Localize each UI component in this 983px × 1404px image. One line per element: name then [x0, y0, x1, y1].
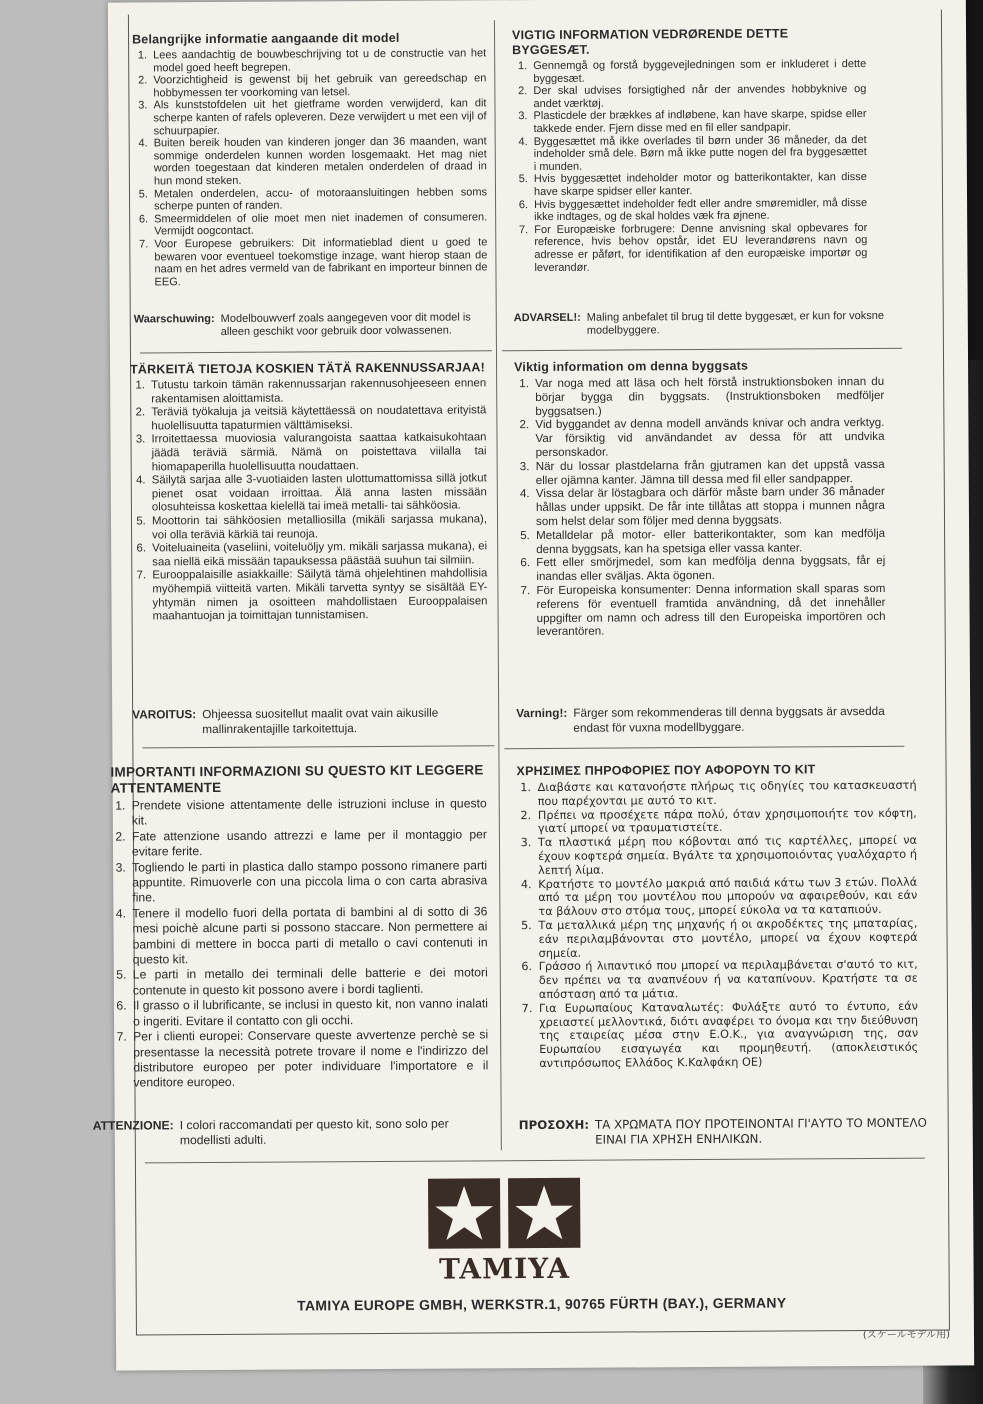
list-item: 5. Metalen onderdelen, accu- of motoraansluitingen hebben soms scherpe punten of randen.: [151, 186, 487, 213]
warning-label: Varning!:: [516, 705, 568, 721]
list-item: 3. Togliendo le parti in plastica dallo stampo possono rimanere parti appuntite. Rimuoverle con una piccola lima o con carta abrasiva fine.: [129, 858, 487, 906]
list-item: 6. Γράσσο ή λιπαντικό που μπορεί να περιλαμβάνεται σ'αυτό το κιτ, δεν πρέπει να τα αναπνέουν ή να καταπίνουν. Κρατήστε τα σε απόσταση από τα μάτια.: [536, 958, 918, 1002]
list-item: 7. Eurooppalaisille asiakkaille: Säilytä tämä ohjelehtinen mahdollisia myöhempiä viitteitä varten. Mikäli tarvetta syntyy se sisältää EY-yhtymän nimen ja osoitteen mahdollistaen Eurooppalaisen maahantuojan ja toimittajan tunnistamisen.: [149, 568, 487, 624]
list-item: 7. Voor Europese gebruikers: Dit informatieblad dient u goed te bewaren voor eventueel toekomstige inzage, want hierop staan de naam en het adres vermeld van de fabrikant en importeur binnen de EEG.: [151, 236, 487, 288]
warning-text: Färger som rekommenderas till denna byggsats är avsedda endast för vuxna modellbyggare.: [573, 703, 885, 735]
list-item: 5. Hvis byggesættet indeholder motor og batterikontakter, kan disse have skarpe spidser eller kanter.: [531, 171, 867, 198]
info-list: [132, 47, 487, 288]
section-title: IMPORTANTI INFORMAZIONI SU QUESTO KIT LEGGERE ATTENTAMENTE: [110, 762, 484, 796]
info-list: [517, 779, 919, 1071]
list-item: 7. Per i clienti europei: Conservare queste avvertenze perchè se si presentasse la necessità potrete trovare il nome e l'indirizzo del distributore europeo per poter individuare l'importatore e il venditore europeo.: [130, 1027, 488, 1091]
list-item: 4. Tenere il modello fuori della portata di bambini al di sotto di 36 mesi poichè alcune parti si possono staccare. Non permettere ai bambini di mettere in bocca parti di metallo o cavi contenuti in questo kit.: [129, 904, 487, 968]
star-icon: [428, 1178, 500, 1248]
section-title: Viktig information om denna byggsats: [514, 358, 749, 375]
warning-text: I colori raccomandati per questo kit, sono solo per modellisti adulti.: [179, 1116, 449, 1148]
warning-label: ATTENZIONE:: [92, 1118, 174, 1133]
warning-finnish: [132, 705, 492, 737]
list-item: 2. Vid byggandet av denna modell används knivar och andra verktyg. Var försiktig vid användandet av dessa för att undvika personskador.: [532, 416, 884, 460]
section-title: VIGTIG INFORMATION VEDRØRENDE DETTE BYGGESÆT.: [511, 26, 789, 58]
list-item: 3. Plasticdele der brækkes af indløbene, kan have skarpe, spidse eller takkede ender. Fjern disse med en fil eller sandpapir.: [530, 108, 866, 135]
list-item: 1. Gennemgå og forstå byggevejledningen som er inkluderet i dette byggesæt.: [530, 58, 866, 85]
list-item: 6. Il grasso o il lubrificante, se inclusi in questo kit, non vanno inalati o ingeriti. Evitare il contatto con gli occhi.: [130, 997, 488, 1030]
list-item: 4. Κρατήστε το μοντέλο μακριά από παιδιά κάτω των 3 ετών. Πολλά από τα μέρη του μοντέλου που μπορούν να αφαιρεθούν, και εάν τα βάλουν στο στόμα τους, μπορεί εύκολα να τα καταπιούν.: [535, 875, 917, 919]
list-item: 3. Τα πλαστικά μέρη που κόβονται από τις καρτέλλες, μπορεί να έχουν κοφτερά σημεία. Βγάλτε τα χρησιμοποιόντας γυαλόχαρτο ή λεπτή λίμα.: [535, 834, 917, 878]
warning-italian: [93, 1116, 493, 1148]
list-item: 6. Hvis byggesættet indeholder fedt eller andre smøremidler, må disse ikke indtages, og de skal holdes væk fra øjnene.: [531, 197, 867, 224]
list-item: 4. Vissa delar är löstagbara och därför måste barn under 36 månader hållas under uppsikt. De får inte tillåtas att stoppa i munnen några som helst delar som följer med denna byggsats.: [533, 485, 885, 529]
warning-label: ΠΡΟΣΟΧΗ:: [518, 1117, 590, 1133]
list-item: 1. Διαβάστε και κατανοήστε πλήρως τις οδηγίες του κατασκευαστή που παρέχονται με αυτό το κιτ.: [535, 779, 917, 809]
list-item: 2. Πρέπει να προσέχετε πάρα πολύ, όταν χρησιμοποιήτε τον κόφτη, γιατί μπορεί να τραυματιστείτε.: [535, 806, 917, 836]
warning-text: Maling anbefalet til brug til dette byggesæt, er kun for voksne modelbyggere.: [586, 309, 884, 337]
warning-label: ADVARSEL!:: [513, 311, 581, 325]
section-dutch: [132, 30, 488, 288]
list-item: 5. Τα μεταλλικά μέρη της μηχανής ή οι ακροδέκτες της μπαταρίας, εάν περιλαμβάνονται στο μοντέλο, μπορεί να έχουν κοφτερά σημεία.: [535, 917, 917, 961]
warning-text: Ohjeessa suositellut maalit ovat vain aikusille mallinrakentajille tarkoitettuja.: [202, 705, 439, 737]
list-item: 6. Voiteluaineita (vaseliini, voiteluöljy ym. mikäli sarjassa mukana), ei saa niellä eikä missään tapauksessa päästää suuhun tai silmiin.: [149, 540, 487, 569]
info-list: [514, 375, 886, 639]
info-list: [512, 58, 867, 274]
warning-swedish: [516, 704, 906, 736]
section-title: TÄRKEITÄ TIETOJA KOSKIEN TÄTÄ RAKENNUSSARJAA!: [130, 360, 485, 377]
list-item: 3. Irroitettaessa muoviosia valurangoista saattaa katkaisukohtaan jäädä teräviä särmiä. Nämä on poistettava viilalla tai hiomapaperilla huolellisuutta noudattaen.: [148, 432, 486, 475]
company-address: TAMIYA EUROPE GMBH, WERKSTR.1, 90765 FÜRTH (BAY.), GERMANY: [297, 1294, 787, 1314]
list-item: 5. Le parti in metallo dei terminali delle batterie e dei motori contenute in questo kit possono avere i bordi taglienti.: [130, 966, 488, 999]
list-item: 1. Prendete visione attentamente delle istruzioni incluse in questo kit.: [129, 796, 487, 829]
star-icon: [508, 1178, 580, 1248]
list-item: 4. Säilytä sarjaa alle 3-vuotiaiden lasten ulottumattomissa sillä jotkut pienet osat voidaan irroittaa. Älä anna lasten missään olosuhteissa koskettaa kielellä tai imeä metalli- tai sähköosia.: [149, 472, 487, 515]
warning-greek: [519, 1116, 929, 1149]
warning-text: ΤΑ ΧΡΩΜΑΤΑ ΠΟΥ ΠΡΟΤΕΙΝΟΝΤΑΙ ΓΙ'ΑΥΤΟ ΤΟ ΜΟΝΤΕΛΟ ΕΙΝΑΙ ΓΙΑ ΧΡΗΣΗ ΕΝΗΛΙΚΩΝ.: [594, 1115, 927, 1147]
warning-danish: [514, 310, 888, 338]
list-item: 4. Buiten bereik houden van kinderen jonger dan 36 maanden, want sommige onderdelen kunnen worden losgemaakt. Het mag niet worden toegestaan dat kinderen metalen onderdelen of draad in hun mond steken.: [151, 135, 487, 187]
section-title: Belangrijke informatie aangaande dit model: [132, 30, 400, 47]
section-greek: [516, 762, 918, 1071]
list-item: 6. Fett eller smörjmedel, som kan medfölja denna byggsats, får ej inandas eller sväljas. Akta ögonen.: [533, 554, 885, 584]
list-item: 7. Για Ευρωπαίους Καταναλωτές: Φυλάξτε αυτό το έντυπο, εάν χρειαστεί μελλοντικά, διότι αναφέρει το όνομα και την διεύθυνση της εταιρείας μέσα στην Ε.Ο.Κ., για αναγνώριση της, σαν Ευρωπαίου εισαγωγέα και προμηθευτή. (αποκλειστικός αντιπρόσωπος Ελλάδος Κ.Καλφάκη ΟΕ): [536, 999, 918, 1070]
warning-label: Waarschuwing:: [133, 312, 215, 326]
section-title: ΧΡΗΣΙΜΕΣ ΠΗΡΟΦΟΡΙΕΣ ΠΟΥ ΑΦΟΡΟΥΝ ΤΟ ΚΙΤ: [516, 762, 816, 779]
section-swedish: [514, 358, 886, 639]
list-item: 4. Byggesættet må ikke overlades til børn under 36 måneder, da det indeholder små dele. Børn må ikke putte nogen del fra byggesættet i munden.: [531, 134, 867, 174]
list-item: 1. Tutustu tarkoin tämän rakennussarjan rakennusohjeeseen ennen rakentamisen aloittamista.: [148, 377, 486, 406]
list-item: 5. Moottorin tai sähköosien metalliosilla (mikäli sarjassa mukana), voi olla teräviä kärkiä tai reunoja.: [149, 513, 487, 542]
list-item: 2. Der skal udvises forsigtighed når der anvendes hobbyknive og andet værktøj.: [530, 83, 866, 110]
list-item: 7. För Europeiska konsumenter: Denna information skall sparas som referens för eventuell framtida användning, då det innehåller uppgifter om namn och adress till den Europeiska importören och leverantören.: [533, 582, 885, 639]
warning-label: VAROITUS:: [132, 707, 197, 722]
section-italian: [110, 762, 488, 1091]
section-finnish: [130, 360, 488, 624]
list-item: 1. Var noga med att läsa och helt förstå instruktionsboken innan du börjar bygga din byggsats. (Instruktionsboken medföljer byggsatsen.): [532, 375, 884, 419]
scale-model-note: (スケールモデル用): [862, 1329, 951, 1342]
list-item: 6. Smeermiddelen of olie moet men niet inademen of consumeren. Vermijdt oogcontact.: [151, 211, 487, 238]
warning-text: Modelbouwverf zoals aangegeven voor dit model is alleen geschikt voor gebruik door volwassenen.: [220, 311, 471, 338]
info-list: [130, 377, 487, 624]
list-item: 2. Fate attenzione usando attrezzi e lame per il montaggio per evitare ferite.: [129, 827, 487, 860]
section-danish: [512, 26, 867, 274]
list-item: 3. Als kunststofdelen uit het gietframe worden verwijderd, kan dit scherpe kanten of rafels opleveren. Deze verwijdert u met een vijl of schuurpapier.: [150, 98, 486, 138]
list-item: 3. När du lossar plastdelarna från gjutramen kan det uppstå vassa eller ojämna kanter. Jämna till dessa med fil eller sandpapper.: [533, 458, 885, 488]
list-item: 5. Metalldelar på motor- eller batterikontakter, som kan medfölja denna byggsats, kan ha spetsiga eller vassa kanter.: [533, 527, 885, 557]
warning-dutch: [134, 311, 488, 339]
tamiya-logo: [428, 1178, 581, 1286]
list-item: 2. Teräviä työkaluja ja veitsiä käytettäessä on noudatettava erityistä huolellisuutta tapaturmien välttämiseksi.: [148, 405, 486, 434]
brand-name: TAMIYA: [438, 1251, 571, 1286]
list-item: 1. Lees aandachtig de bouwbeschrijving tot u de constructie van het model goed heeft begrepen.: [150, 47, 486, 74]
info-list: [111, 796, 489, 1091]
list-item: 2. Voorzichtigheid is gewenst bij het gebruik van gereedschap en hobbymessen ter voorkoming van letsel.: [150, 73, 486, 100]
list-item: 7. For Europæiske forbrugere: Denne anvisning skal opbevares for reference, hvis behov opstår, idet EU leverandørens navn og adresse er påført, for identifikation af den europæiske importør og leverandør.: [531, 222, 867, 274]
instruction-sheet: [92, 0, 974, 1371]
